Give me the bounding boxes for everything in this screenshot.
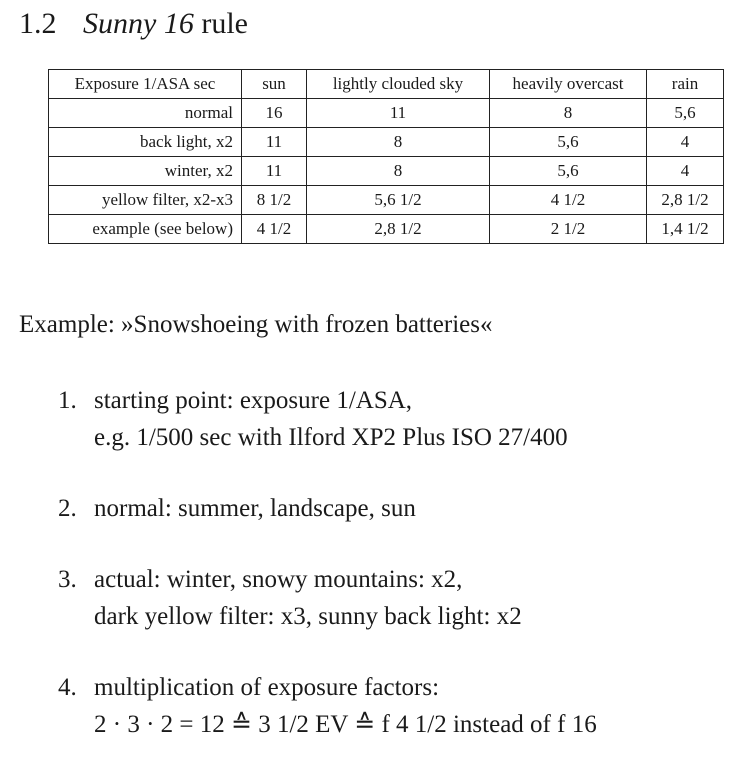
table-cell: back light, x2 [49,128,242,157]
table-cell: 16 [242,99,307,128]
section-title-italic: Sunny 16 [83,7,194,40]
table-cell: 2,8 1/2 [647,186,724,215]
list-item [58,561,597,635]
table-header-cell: Exposure 1/ASA sec [49,70,242,99]
example-title: Example: »Snowshoeing with frozen batteries« [19,311,493,338]
table-header-cell: lightly clouded sky [307,70,490,99]
list-item-number: 1. [58,387,77,414]
table-header-cell: sun [242,70,307,99]
table-cell: 11 [242,128,307,157]
list-item-number: 2. [58,495,77,522]
table-cell: normal [49,99,242,128]
section-number: 1.2 [19,7,57,40]
table-cell: 4 1/2 [242,215,307,244]
list-item [58,382,597,456]
section-heading [19,4,248,44]
list-item [58,490,597,527]
example-steps-list [58,382,597,777]
table-row [49,186,724,215]
list-item-number: 3. [58,566,77,593]
table-header-cell: heavily overcast [490,70,647,99]
table-cell: 8 1/2 [242,186,307,215]
list-item-number: 4. [58,674,77,701]
table-cell: winter, x2 [49,157,242,186]
table-cell: example (see below) [49,215,242,244]
list-item-line: actual: winter, snowy mountains: x2, [94,566,463,593]
exposure-table [48,69,724,244]
table-cell: 5,6 [490,157,647,186]
table-header-cell: rain [647,70,724,99]
table-cell: 5,6 [490,128,647,157]
table-cell: 4 [647,128,724,157]
table-cell: 5,6 [647,99,724,128]
list-item-line: 2 · 3 · 2 = 12 ≙ 3 1/2 EV ≙ f 4 1/2 instead of f 16 [94,711,597,738]
table-cell: 1,4 1/2 [647,215,724,244]
table-cell: 4 [647,157,724,186]
table-cell: 8 [490,99,647,128]
table-cell: 4 1/2 [490,186,647,215]
list-item-line: starting point: exposure 1/ASA, [94,387,413,414]
table-cell: 8 [307,128,490,157]
table-cell: 5,6 1/2 [307,186,490,215]
list-item-line: normal: summer, landscape, sun [94,495,416,522]
table-row [49,128,724,157]
table-cell: 2 1/2 [490,215,647,244]
table-cell: 11 [242,157,307,186]
table-row [49,157,724,186]
list-item-line: multiplication of exposure factors: [94,674,440,701]
table-row [49,215,724,244]
table-cell: yellow filter, x2-x3 [49,186,242,215]
list-item-line: e.g. 1/500 sec with Ilford XP2 Plus ISO 27/400 [94,424,568,451]
list-item-line: dark yellow filter: x3, sunny back light: x2 [94,603,522,630]
section-title-rest: rule [201,7,248,40]
table-header-row [49,70,724,99]
list-item [58,669,597,743]
table-row [49,99,724,128]
table-cell: 8 [307,157,490,186]
table-cell: 2,8 1/2 [307,215,490,244]
table-cell: 11 [307,99,490,128]
